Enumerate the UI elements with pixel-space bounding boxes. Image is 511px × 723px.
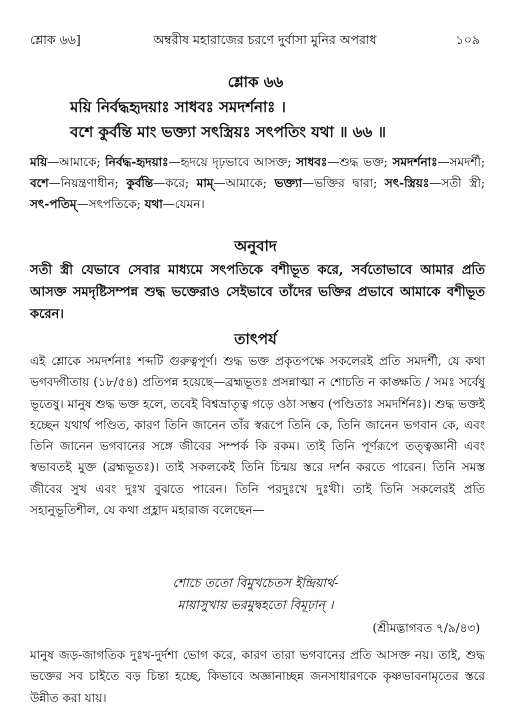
synonym-word: বশে (30, 176, 49, 190)
verse-line-2: বশে কুর্বন্তি মাং ভক্ত্যা সৎস্ত্রিয়ঃ সৎপতিং যথা ॥ ৬৬ ॥ (70, 123, 386, 141)
quoted-verse-line-2: মায়াসুখায় ভরমুদ্বহতো বিমূঢ়ান্ । (177, 597, 334, 612)
synonym-meaning: —হৃদয়ে দৃঢ়ভাবে আসক্ত; (168, 155, 297, 169)
purport-paragraph-2: মানুষ জড়-জাগতিক দুঃখ-দুর্দশা ভোগ করে, কারণ তারা ভগবানের প্রতি আসক্ত নয়। তাই, শুদ্ধ ভক্তের সব চাইতে বড় চিন্তা হচ্ছে, কিভাবে অজ্ঞানাচ্ছন্ন জনসাধারণকে কৃষ্ণভাবনামৃতের স্তরে উন্নীত করা যায়। (30, 648, 485, 705)
header-verse-ref: শ্লোক ৬৬] (30, 32, 81, 47)
synonym-word: ময়ি (30, 155, 48, 169)
synonym-meaning: —করে; (153, 176, 197, 190)
purport-heading: তাৎপর্য (234, 330, 277, 348)
synonym-word: সাধবঃ (296, 155, 328, 169)
synonym-meaning: —নিয়ন্ত্রণাধীন; (48, 176, 127, 190)
synonym-word: সৎ-স্ত্রিয়ঃ (384, 176, 430, 190)
quote-reference: (শ্রীমদ্ভাগবত ৭/৯/৪৩) (372, 621, 480, 635)
synonym-meaning: —আমাকে; (47, 155, 106, 169)
synonym-word: যথা (144, 197, 163, 211)
synonym-meaning: —ভক্তির দ্বারা; (302, 176, 385, 190)
synonym-meaning: —সতী স্ত্রী; (429, 176, 485, 190)
synonym-meaning: —আমাকে; (213, 176, 275, 190)
header-chapter-title: অম্বরীষ মহারাজের চরণে দুর্বাসা মুনির অপরাধ (153, 32, 377, 47)
word-meanings (30, 152, 485, 215)
page-number: ১০৯ (455, 32, 480, 47)
synonym-meaning: —সৎপতিকে; (76, 197, 145, 211)
synonym-word: মাম্ (196, 176, 214, 190)
verse-line-1: ময়ি নির্বদ্ধহৃদয়াঃ সাধবঃ সমদর্শনাঃ । (70, 98, 286, 116)
translation-heading: অনুবাদ (234, 237, 277, 255)
synonym-word: সমদর্শনাঃ (392, 155, 438, 169)
translation-text: সতী স্ত্রী যেভাবে সেবার মাধ্যমে সৎপতিকে বশীভূত করে, সর্বতোভাবে আমার প্রতি আসক্ত সমদৃষ্টিসম্পন্ন শুদ্ধ ভক্তেরাও সেইভাবে তাঁদের ভক্তির প্রভাবে আমাকে বশীভূত করেন। (30, 263, 485, 322)
synonym-meaning: —শুদ্ধ ভক্ত; (327, 155, 393, 169)
verse-title: শ্লোক ৬৬ (227, 73, 284, 91)
synonym-word: ভক্ত্যা (274, 176, 303, 190)
synonym-meaning: —যেমন। (162, 197, 205, 211)
running-header (30, 32, 480, 52)
synonym-word: নির্বদ্ধ-হৃদয়াঃ (105, 155, 169, 169)
quoted-verse-line-1: শোচে ততো বিমুখচেতস ইন্দ্রিয়ার্থ- (172, 575, 339, 590)
synonym-word: কুর্বন্তি (126, 176, 154, 190)
synonym-word: সৎ-পতিম্ (30, 197, 77, 211)
synonym-meaning: —সমদর্শী; (437, 155, 485, 169)
purport-paragraph-1: এই শ্লোকে সমদর্শনাঃ শব্দটি গুরুত্বপূর্ণ। শুদ্ধ ভক্ত প্রকৃতপক্ষে সকলেরই প্রতি সমদর্শী, যে কথা ভগবদ্গীতায় (১৮/৫৪) প্রতিপন্ন হয়েছে—ব্রহ্মভূতঃ প্রসন্নাত্মা ন শোচতি ন কাঙ্ক্ষতি / সমঃ সর্বেষু ভূতেষু। মানুষ শুদ্ধ ভক্ত হলে, তবেই বিশ্বভ্রাতৃত্ব গড়ে ওঠা সম্ভব (পণ্ডিতাঃ সমদর্শিনঃ)। শুদ্ধ ভক্তই হচ্ছেন যথার্থ পণ্ডিত, কারণ তিনি জানেন তাঁর স্বরূপে তিনি কে, তিনি জানেন ভগবান কে, এবং তিনি জানেন ভগবানের সঙ্গে জীবের সম্পর্ক কি রকম। তাই তিনি পূর্ণরূপে তত্ত্বজ্ঞানী এবং স্বভাবতই মুক্ত (ব্রহ্মভূতঃ)। তাই সকলকেই তিনি চিন্ময় স্তরে দর্শন করতে পারেন। তিনি সমস্ত জীবের সুখ এবং দুঃখ বুঝতে পারেন। তিনি পরদুঃখে দুঃখী। তাই তিনি সকলেরই প্রতি সহানুভূতিশীল, যে কথা প্রহ্লাদ মহারাজ বলেছেন— (30, 354, 485, 518)
